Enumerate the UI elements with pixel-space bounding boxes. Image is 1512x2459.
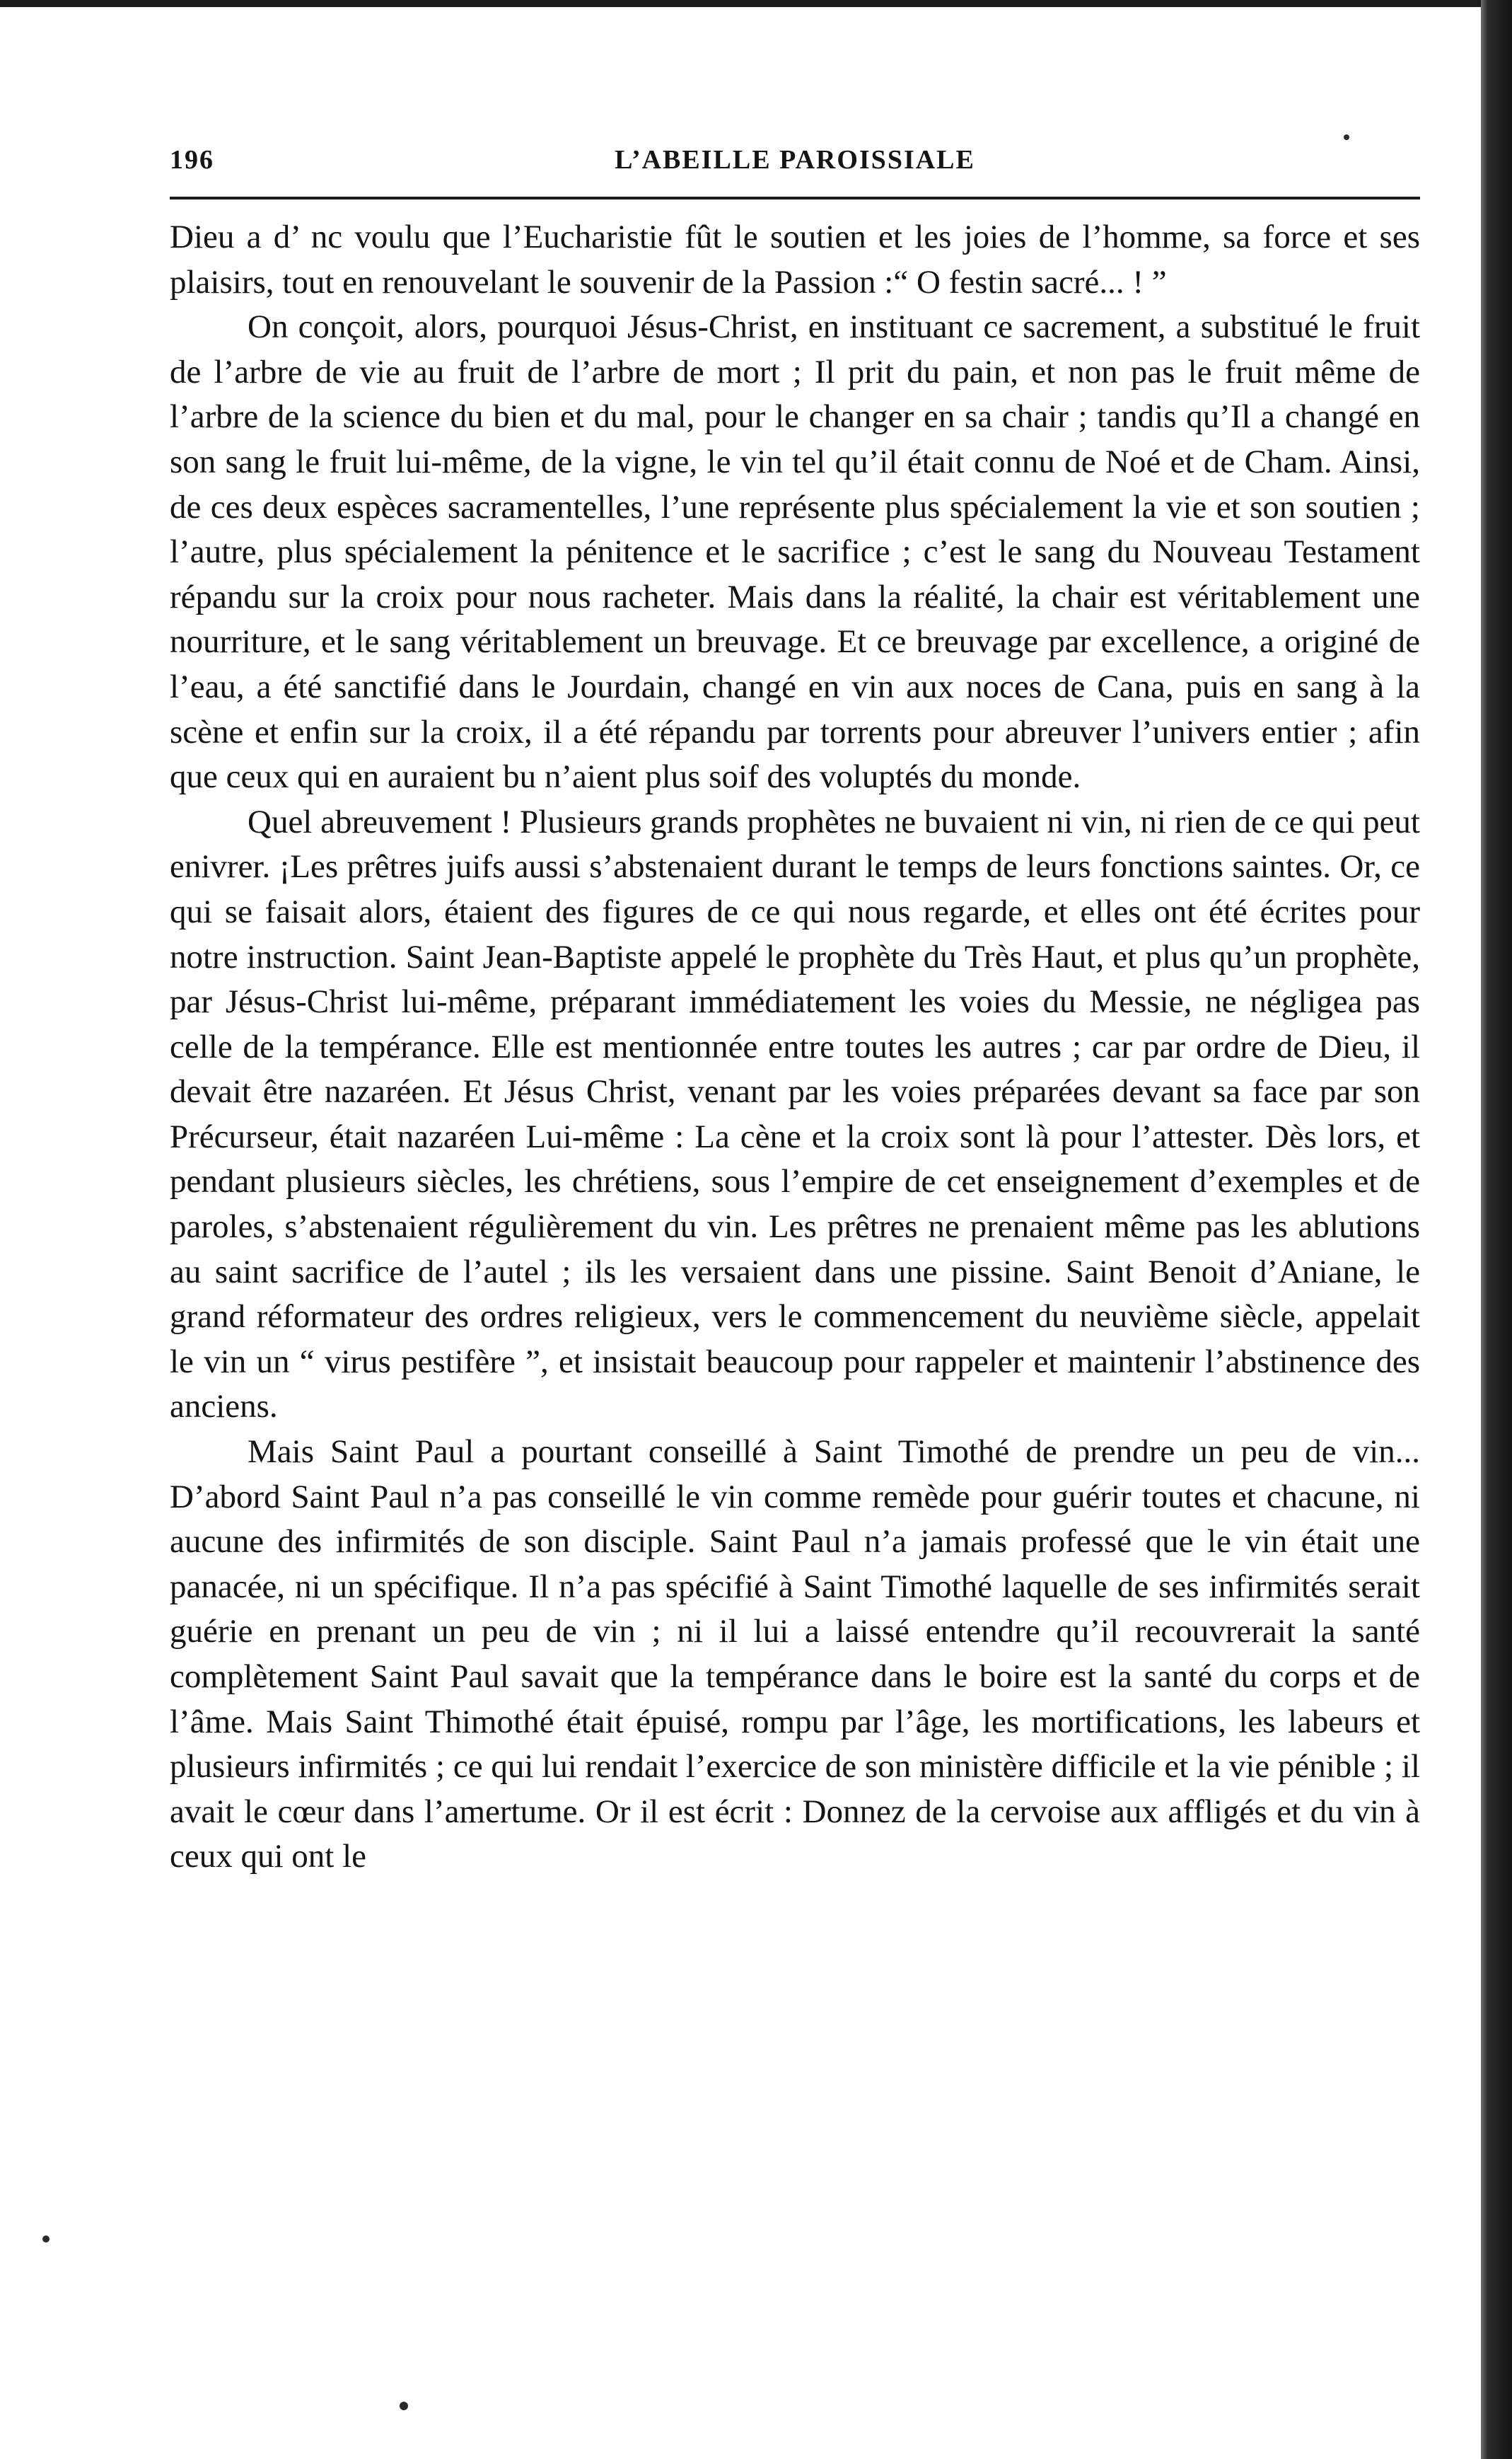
paragraph-2: On conçoit, alors, pourquoi Jésus-Christ, en instituant ce sacrement, a substitué le fruit de l’arbre de vie au fruit de l’arbre de mort ; Il prit du pain, et non pas le fruit même de l’arbre de la science du bien et du mal, pour le changer en sa chair ; tandis qu’Il a changé en son sang le fruit lui-même, de la vigne, le vin tel qu’il était connu de Noé et de Cham. Ainsi, de ces deux espèces sacramentelles, l’une représente plus spécialement la vie et son soutien ; l’autre, plus spécialement la pénitence et le sacrifice ; c’est le sang du Nouveau Testament répandu sur la croix pour nous racheter. Mais dans la réalité, la chair est véritablement une nourriture, et le sang véritablement un breuvage. Et ce breuvage par excellence, a originé de l’eau, a été sanctifié dans le Jourdain, changé en vin aux noces de Cana, puis en sang à la scène et enfin sur la croix, il a été répandu par torrents pour abreuver l’univers entier ; afin que ceux qui en auraient bu n’aient plus soif des voluptés du monde. [170,308,1420,796]
paragraph-4: Mais Saint Paul a pourtant conseillé à Saint Timothé de prendre un peu de vin... D’abord Saint Paul n’a pas conseillé le vin comme remède pour guérir toutes et chacune, ni aucune des infirmités de son disciple. Saint Paul n’a jamais professé que le vin était une panacée, ni un spécifique. Il n’a pas spécifié à Saint Timothé laquelle de ses infirmités serait guérie en prenant un peu de vin ; ni il lui a laissé entendre qu’il recouvrerait la santé complètement Saint Paul savait que la tempérance dans le boire est la santé du corps et de l’âme. Mais Saint Thimothé était épuisé, rompu par l’âge, les mortifications, les labeurs et plusieurs infirmités ; ce qui lui rendait l’exercice de son ministère difficile et la vie pénible ; il avait le cœur dans l’amertume. Or il est écrit : Donnez de la cervoise aux affligés et du vin à ceux qui ont le [170,1433,1420,1875]
body-text [170,215,1420,1880]
scan-speck [42,2235,50,2243]
header-rule [170,197,1420,199]
running-title: L’ABEILLE PAROISSIALE [615,145,975,175]
scan-binding-edge [1481,0,1512,2459]
scan-speck [400,2402,408,2410]
book-page [170,134,1420,1880]
page-number: 196 [170,145,214,175]
scan-top-edge [0,0,1512,7]
paragraph-3: Quel abreuvement ! Plusieurs grands prophètes ne buvaient ni vin, ni rien de ce qui peut enivrer. ¡Les prêtres juifs aussi s’abstenaient durant le temps de leurs fonctions saintes. Or, ce qui se faisait alors, étaient des figures de ce qui nous regarde, et elles ont été écrites pour notre instruction. Saint Jean-Baptiste appelé le prophète du Très Haut, et plus qu’un prophète, par Jésus-Christ lui-même, préparant immédiatement les voies du Messie, ne négligea pas celle de la tempérance. Elle est mentionnée entre toutes les autres ; car par ordre de Dieu, il devait être nazaréen. Et Jésus Christ, venant par les voies préparées devant sa face par son Précurseur, était nazaréen Lui-même : La cène et la croix sont là pour l’attester. Dès lors, et pendant plusieurs siècles, les chrétiens, sous l’empire de cet enseignement d’exemples et de paroles, s’abstenaient régulièrement du vin. Les prêtres ne prenaient même pas les ablutions au saint sacrifice de l’autel ; ils les versaient dans une pissine. Saint Benoit d’Aniane, le grand réformateur des ordres religieux, vers le commencement du neuvième siècle, appelait le vin un “ virus pestifère ”, et insistait beaucoup pour rappeler et maintenir l’abstinence des anciens. [170,803,1420,1425]
running-head [170,134,1420,184]
paragraph-1: Dieu a d’ nc voulu que l’Eucharistie fût le soutien et les joies de l’homme, sa force et ses plaisirs, tout en renouvelant le souvenir de la Passion :“ O festin sacré... ! ” [170,219,1420,301]
